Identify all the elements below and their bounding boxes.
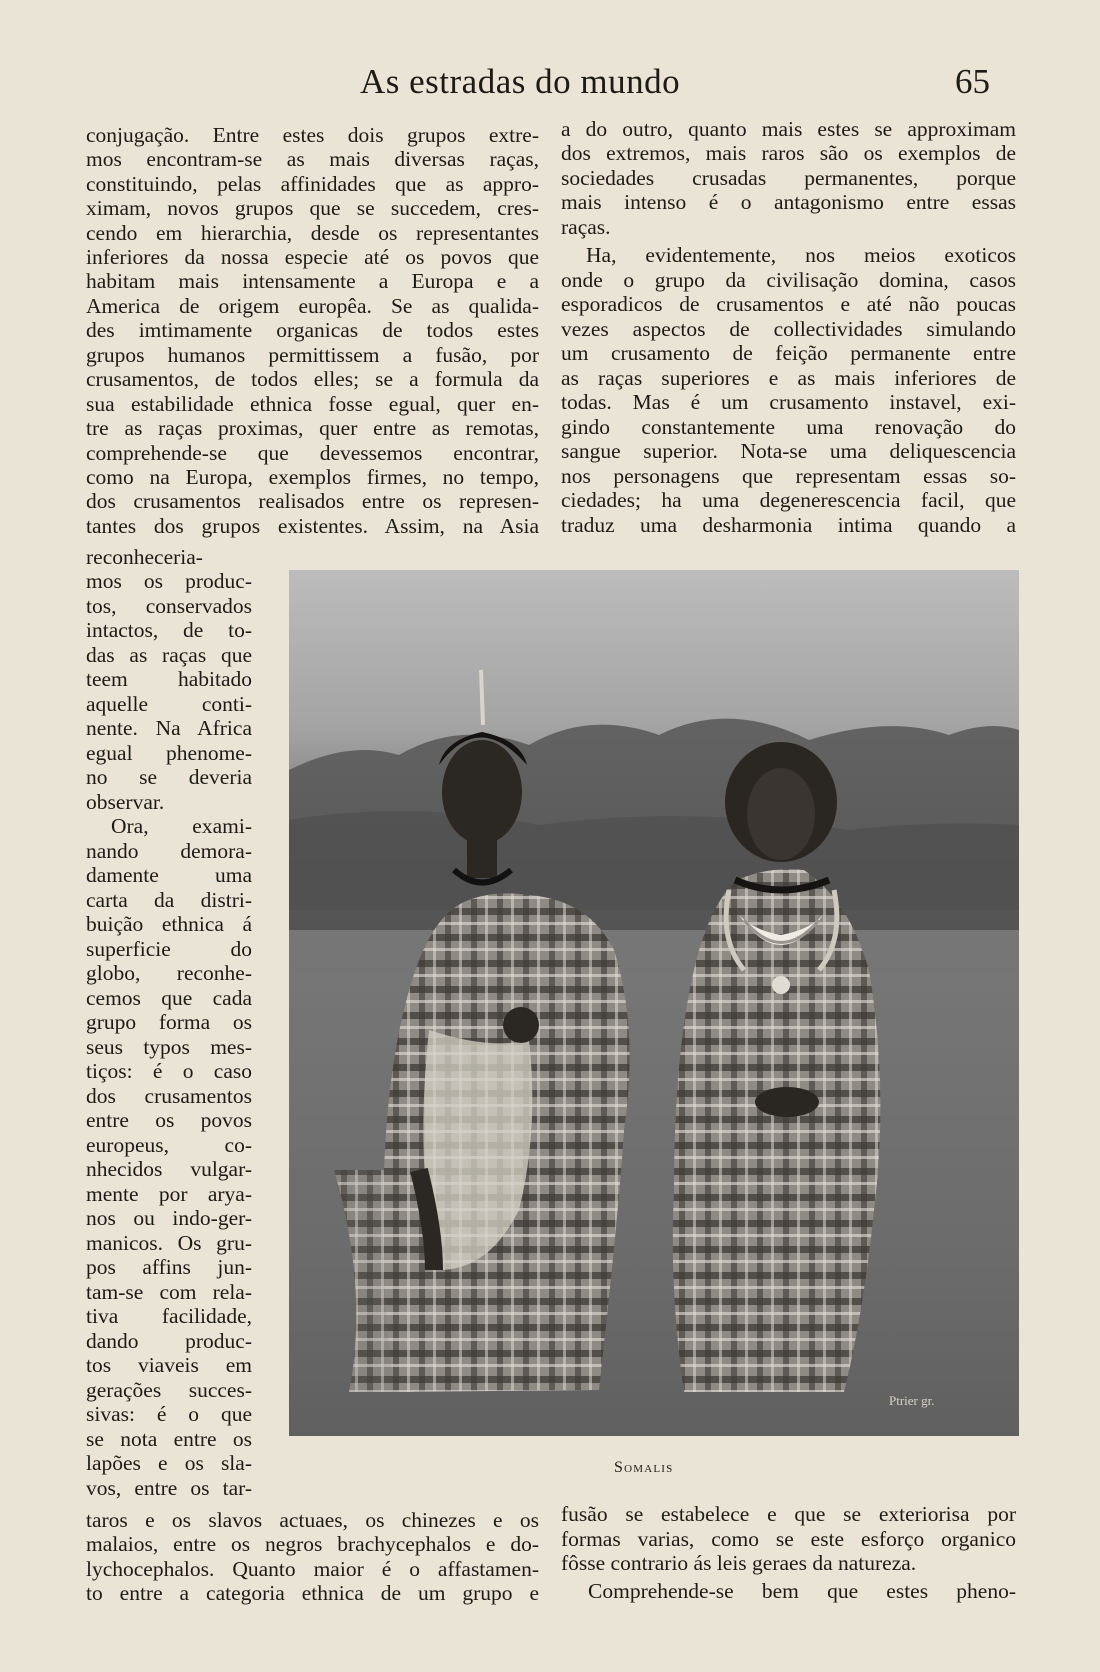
text-line: fôsse contrario ás leis geraes da natureza. xyxy=(561,1551,917,1575)
text-line: vezes aspectos de collectividades simulando xyxy=(561,317,1016,341)
text-line: dando produc- xyxy=(86,1329,252,1353)
text-line: as raças superiores e as mais inferiores de xyxy=(561,366,1016,390)
text-line: taros e os slavos actuaes, os chinezes e os xyxy=(86,1508,539,1532)
text-line: lapões e os sla- xyxy=(86,1451,252,1475)
text-line: tos, conservados xyxy=(86,594,252,618)
text-line: to entre a categoria ethnica de um grupo e xyxy=(86,1581,539,1605)
text-line: globo, reconhe- xyxy=(86,961,252,985)
text-line: todas. Mas é um crusamento instavel, exi- xyxy=(561,390,1016,414)
page-number: 65 xyxy=(955,62,990,101)
text-line: esporadicos de crusamentos e até não poucas xyxy=(561,292,1016,316)
text-line: comprehende-se que devessemos encontrar, xyxy=(86,441,539,465)
text-line: inferiores da nossa especie até os povos que xyxy=(86,245,539,269)
text-line: conjugação. Entre estes dois grupos extre- xyxy=(86,123,539,147)
text-line: dos crusamentos xyxy=(86,1084,252,1108)
text-line: como na Europa, exemplos firmes, no tempo, xyxy=(86,465,539,489)
text-line: egual phenome- xyxy=(86,741,252,765)
text-line: nando demora- xyxy=(86,839,252,863)
text-line: sua estabilidade ethnica fosse egual, quer en- xyxy=(86,392,539,416)
text-line: europeus, co- xyxy=(86,1133,252,1157)
text-line: nhecidos vulgar- xyxy=(86,1157,252,1181)
text-line: dos extremos, mais raros são os exemplos de xyxy=(561,141,1016,165)
text-line: vos, entre os tar- xyxy=(86,1476,252,1500)
text-line: tam-se com rela- xyxy=(86,1280,252,1304)
text-line: se nota entre os xyxy=(86,1427,252,1451)
text-line: raças. xyxy=(561,215,611,239)
engraver-mark: Ptrier gr. xyxy=(889,1393,935,1408)
text-line: dos crusamentos realisados entre os represen- xyxy=(86,489,539,513)
text-line: gerações succes- xyxy=(86,1378,252,1402)
text-line: Comprehende-se bem que estes pheno- xyxy=(588,1579,1016,1603)
text-line: mos os produc- xyxy=(86,569,252,593)
text-line: nos personagens que representam essas so- xyxy=(561,464,1016,488)
photograph-figures xyxy=(289,570,1019,1436)
text-line: cendo em hierarchia, desde os representantes xyxy=(86,221,539,245)
text-line: cemos que cada xyxy=(86,986,252,1010)
text-line: superficie do xyxy=(86,937,252,961)
text-line: crusamentos, de todos elles; se a formula da xyxy=(86,367,539,391)
text-line: mos encontram-se as mais diversas raças, xyxy=(86,147,539,171)
text-line: nos ou indo-ger- xyxy=(86,1206,252,1230)
text-line: des imtimamente organicas de todos estes xyxy=(86,318,539,342)
text-line: formas varias, como se este esforço organico xyxy=(561,1527,1016,1551)
text-line: lychocephalos. Quanto maior é o affastamen- xyxy=(86,1557,539,1581)
text-line: observar. xyxy=(86,790,165,814)
text-line: tiços: é o caso xyxy=(86,1059,252,1083)
text-line: grupos humanos permittissem a fusão, por xyxy=(86,343,539,367)
text-line: Ora, exami- xyxy=(111,814,252,838)
text-line: mais intenso é o antagonismo entre essas xyxy=(561,190,1016,214)
text-line: nente. Na Africa xyxy=(86,716,252,740)
text-line: a do outro, quanto mais estes se approximam xyxy=(561,117,1016,141)
text-line: tiva facilidade, xyxy=(86,1304,252,1328)
text-line: sangue superior. Nota-se uma deliquescencia xyxy=(561,439,1016,463)
text-line: no se deveria xyxy=(86,765,252,789)
text-line: constituindo, pelas affinidades que as appro- xyxy=(86,172,539,196)
text-line: mente por arya- xyxy=(86,1182,252,1206)
text-line: Ha, evidentemente, nos meios exoticos xyxy=(586,243,1016,267)
text-line: entre os povos xyxy=(86,1108,252,1132)
text-line: fusão se estabelece e que se exteriorisa por xyxy=(561,1502,1016,1526)
text-line: teem habitado xyxy=(86,667,252,691)
text-line: carta da distri- xyxy=(86,888,252,912)
figure-caption: Somalis xyxy=(614,1459,674,1476)
text-line: America de origem europêa. Se as qualida- xyxy=(86,294,539,318)
text-line: tos viaveis em xyxy=(86,1353,252,1377)
text-line: reconheceria- xyxy=(86,545,203,569)
text-line: seus typos mes- xyxy=(86,1035,252,1059)
text-line: buição ethnica á xyxy=(86,912,252,936)
text-line: ciedades; ha uma degenerescencia facil, que xyxy=(561,488,1016,512)
text-line: ximam, novos grupos que se succedem, cres- xyxy=(86,196,539,220)
text-line: traduz uma desharmonia intima quando a xyxy=(561,513,1016,537)
text-line: pos affins jun- xyxy=(86,1255,252,1279)
text-line: manicos. Os gru- xyxy=(86,1231,252,1255)
text-line: onde o grupo da civilisação domina, casos xyxy=(561,268,1016,292)
somalis-photograph xyxy=(289,570,1019,1436)
text-line: aquelle conti- xyxy=(86,692,252,716)
text-line: intactos, de to- xyxy=(86,618,252,642)
running-title: As estradas do mundo xyxy=(360,62,681,101)
text-line: tre as raças proximas, quer entre as remotas, xyxy=(86,416,539,440)
text-line: grupo forma os xyxy=(86,1010,252,1034)
text-line: um crusamento de feição permanente entre xyxy=(561,341,1016,365)
text-line: sociedades crusadas permanentes, porque xyxy=(561,166,1016,190)
text-line: gindo constantemente uma renovação do xyxy=(561,415,1016,439)
text-line: malaios, entre os negros brachycephalos e do- xyxy=(86,1532,539,1556)
text-line: habitam mais intensamente a Europa e a xyxy=(86,269,539,293)
text-line: das as raças que xyxy=(86,643,252,667)
text-line: damente uma xyxy=(86,863,252,887)
text-line: tantes dos grupos existentes. Assim, na Asia xyxy=(86,514,539,538)
text-line: sivas: é o que xyxy=(86,1402,252,1426)
